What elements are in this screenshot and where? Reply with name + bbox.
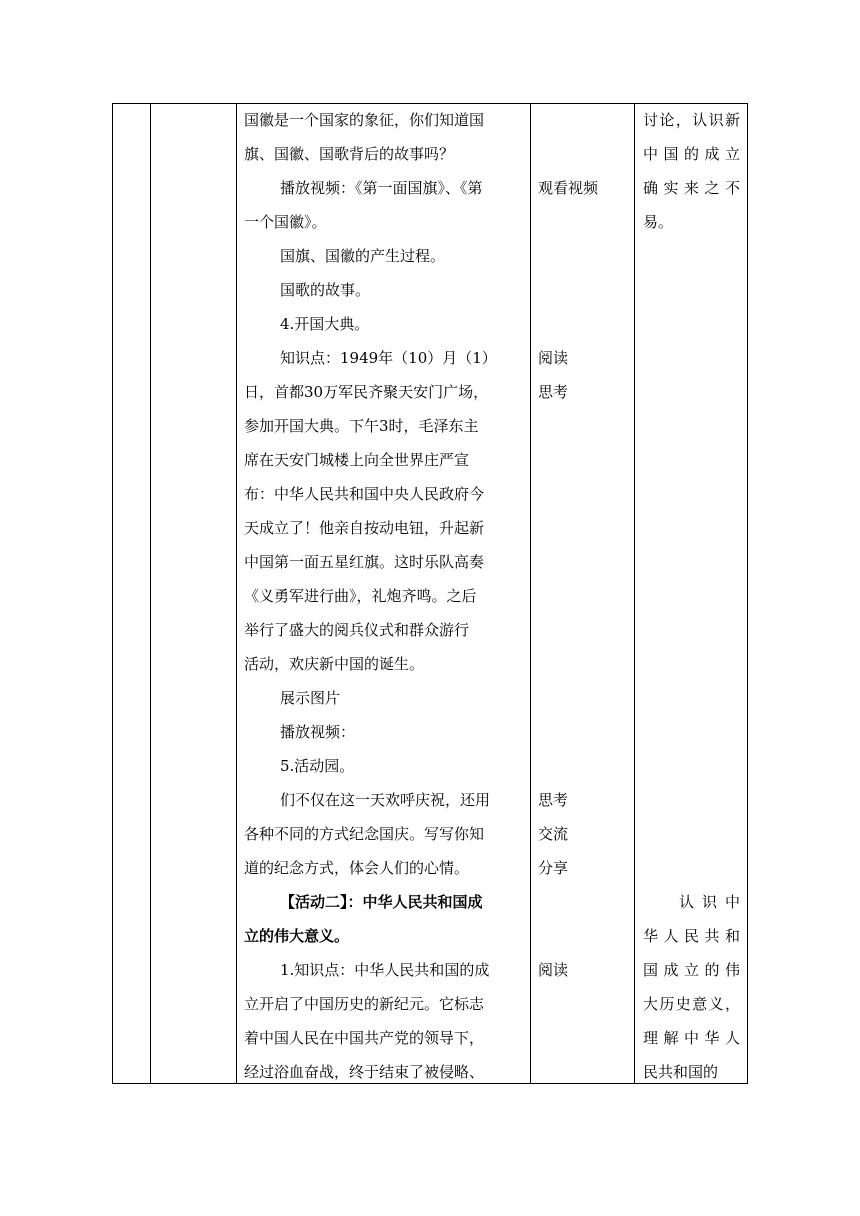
text-line — [643, 307, 740, 341]
text-line — [643, 681, 740, 715]
table-divider-4 — [634, 103, 635, 1084]
text-line — [538, 205, 628, 239]
text-line: 活动，欢庆新中国的诞生。 — [244, 655, 425, 673]
text-line — [643, 477, 740, 511]
text-line — [643, 715, 740, 749]
text-line: 布：中华人民共和国中央人民政府今 — [244, 485, 485, 503]
text-line: 阅读 — [538, 349, 569, 367]
text-line — [538, 749, 628, 783]
text-line — [643, 749, 740, 783]
text-line: 交流 — [538, 825, 569, 843]
table-border-right — [747, 103, 748, 1084]
table-divider-1 — [150, 103, 151, 1084]
text-line — [643, 375, 740, 409]
text-line — [538, 715, 628, 749]
text-line — [643, 239, 740, 273]
text-line — [538, 273, 628, 307]
text-line — [538, 137, 628, 171]
text-line: 华人民共和 — [643, 927, 740, 945]
text-line: 阅读 — [538, 961, 569, 979]
table-border-left — [112, 103, 113, 1084]
text-line: 天成立了！他亲自按动电钮，升起新 — [244, 519, 485, 537]
design-intent-cell — [643, 103, 740, 1089]
text-line: 大历史意义， — [643, 995, 740, 1013]
text-line — [643, 817, 740, 851]
text-line — [643, 511, 740, 545]
text-line — [643, 409, 740, 443]
text-line: 易。 — [643, 213, 674, 231]
text-line: 讨论，认识新 — [643, 111, 740, 129]
text-line: 思考 — [538, 791, 569, 809]
text-line — [538, 477, 628, 511]
text-line — [643, 613, 740, 647]
text-line — [643, 545, 740, 579]
text-line: 《义勇军进行曲》，礼炮齐鸣。之后 — [244, 587, 477, 605]
text-line — [643, 647, 740, 681]
text-line: 知识点：1949年（10）月（1） — [280, 349, 497, 367]
text-line — [643, 273, 740, 307]
text-line: 道的纪念方式，体会人们的心情。 — [244, 859, 470, 877]
text-line: 一个国徽》。 — [244, 213, 327, 231]
text-line — [538, 579, 628, 613]
text-line — [643, 443, 740, 477]
text-line — [538, 613, 628, 647]
text-line: 经过浴血奋战，终于结束了被侵略、 — [244, 1063, 485, 1081]
text-line: 着中国人民在中国共产党的领导下， — [244, 1029, 485, 1047]
text-line: 国徽是一个国家的象征，你们知道国 — [244, 111, 485, 129]
text-line: 国旗、国徽的产生过程。 — [280, 247, 446, 265]
text-line: 国成立的伟 — [643, 961, 740, 979]
text-line: 参加开国大典。下午3时，毛泽东主 — [244, 417, 479, 435]
text-line: 1.知识点：中华人民共和国的成 — [280, 961, 490, 979]
text-line: 播放视频：《第一面国旗》、《第 — [280, 179, 483, 197]
text-line: 各种不同的方式纪念国庆。写写你知 — [244, 825, 485, 843]
text-line: 民共和国的 — [643, 1063, 719, 1081]
text-line: 【活动二】：中华人民共和国成 — [280, 893, 483, 911]
text-line: 展示图片 — [280, 689, 341, 707]
text-line: 4.开国大典。 — [280, 315, 370, 333]
text-line: 席在天安门城楼上向全世界庄严宣 — [244, 451, 470, 469]
table-divider-2 — [236, 103, 237, 1084]
text-line — [538, 409, 628, 443]
text-line — [538, 239, 628, 273]
text-line: 国歌的故事。 — [280, 281, 371, 299]
text-line — [538, 545, 628, 579]
text-line: 认识中 — [679, 893, 740, 911]
text-line: 旗、国徽、国歌背后的故事吗？ — [244, 145, 455, 163]
teaching-content-cell — [244, 103, 522, 1089]
text-line: 确实来之不 — [643, 179, 740, 197]
text-line — [643, 341, 740, 375]
text-line: 分享 — [538, 859, 569, 877]
student-activity-cell — [538, 103, 628, 987]
text-line — [538, 511, 628, 545]
text-line: 举行了盛大的阅兵仪式和群众游行 — [244, 621, 470, 639]
text-line — [643, 851, 740, 885]
text-line: 中国第一面五星红旗。这时乐队高奏 — [244, 553, 485, 571]
text-line: 观看视频 — [538, 179, 599, 197]
text-line: 们不仅在这一天欢呼庆祝，还用 — [280, 791, 491, 809]
text-line: 中国的成立 — [643, 145, 740, 163]
text-line — [538, 307, 628, 341]
text-line — [538, 103, 628, 137]
text-line — [643, 783, 740, 817]
text-line: 5.活动园。 — [280, 757, 355, 775]
text-line: 理解中华人 — [643, 1029, 740, 1047]
text-line — [643, 579, 740, 613]
text-line — [538, 647, 628, 681]
text-line — [538, 885, 628, 919]
text-line: 立开启了中国历史的新纪元。它标志 — [244, 995, 485, 1013]
text-line — [538, 443, 628, 477]
text-line — [538, 681, 628, 715]
table-divider-3 — [530, 103, 531, 1084]
text-line: 立的伟大意义。 — [244, 927, 350, 945]
text-line — [538, 919, 628, 953]
text-line: 播放视频： — [280, 723, 356, 741]
text-line: 思考 — [538, 383, 569, 401]
text-line: 日，首都30万军民齐聚天安门广场， — [244, 383, 489, 401]
